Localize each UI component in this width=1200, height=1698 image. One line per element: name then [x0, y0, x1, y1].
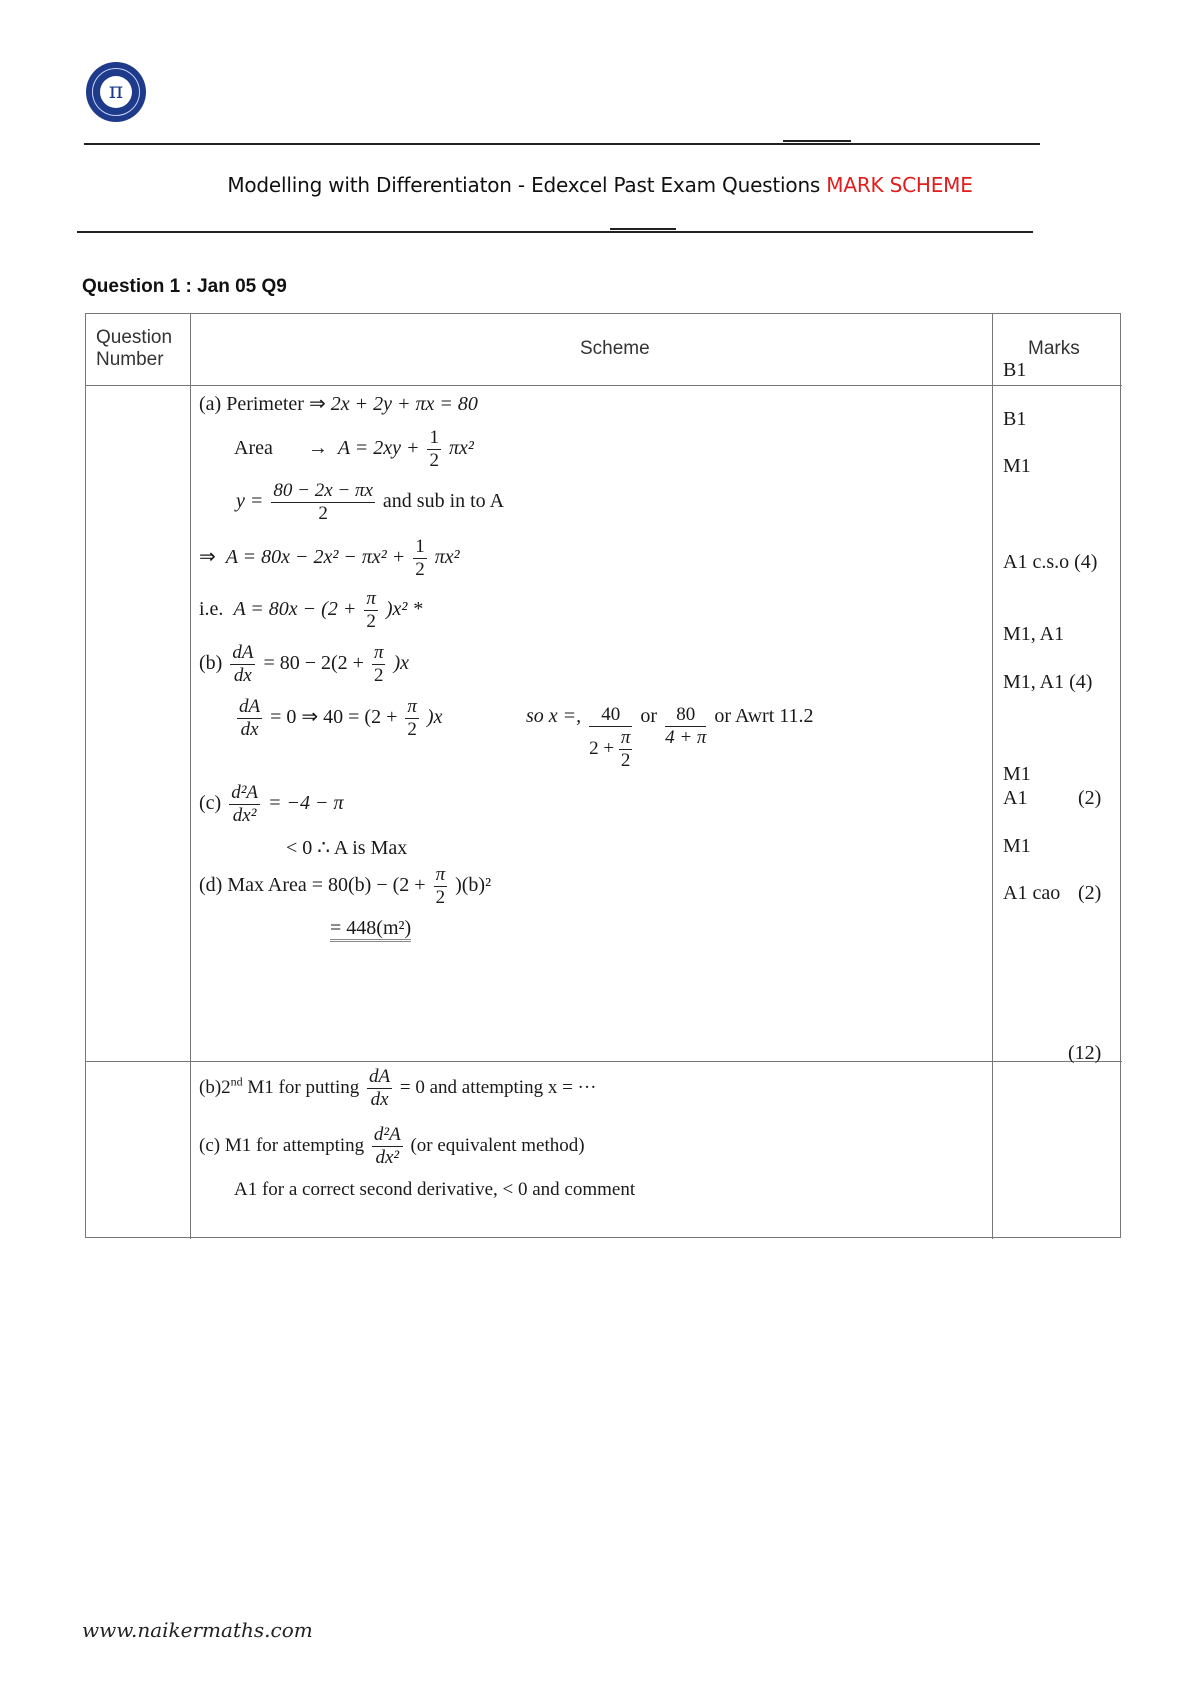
mark-a-m1: M1: [1003, 455, 1031, 477]
eighty-fraction: $\frac{80}{4 + \pi}$: [665, 704, 707, 748]
pi-half-fraction-2: $\frac{\pi}{2}$: [373, 642, 384, 686]
mark-scheme-table: [85, 313, 1121, 1238]
title-main: Modelling with Differentiaton - Edexcel Past Exam Questions: [227, 173, 827, 197]
note-line-3: A1 for a correct second derivative, < 0 and comment: [234, 1179, 636, 1200]
forty-fraction: 40 2 + $\frac{\pi}{2}$: [589, 704, 631, 771]
dA-dx-fraction-2: $\frac{dA}{dx}$: [239, 696, 261, 740]
mark-grand-total: (12): [1068, 1042, 1102, 1064]
note-line-2: (c) M1 for attempting $\frac{\text{d²A}}{\text{dx²}}$ (or equivalent method): [199, 1124, 585, 1168]
scheme-line-y: y = $\frac{80 - 2x - \pi x}{2}$ and sub in to A: [236, 480, 505, 524]
title-highlight: MARK SCHEME: [826, 173, 973, 197]
header-divider: [86, 385, 1122, 386]
pi-half-fraction-3: $\frac{\pi}{2}$: [407, 696, 417, 740]
mark-d-a1: A1 cao: [1003, 882, 1061, 904]
scheme-line-area: Area → A = 2xy + $\frac{1}{2}$ πx²: [234, 427, 474, 471]
pi-half-fraction-4: $\frac{\pi}{2}$: [435, 864, 446, 908]
y-fraction: $\frac{80 - 2x - \pi x}{2}$: [273, 480, 373, 524]
scheme-line-sub: ⇒ A = 80x − 2x² − πx² + $\frac{1}{2}$ πx²: [199, 536, 460, 580]
scheme-line-b2: $\frac{dA}{dx}$ = 0 ⇒ 40 = (2 + $\frac{\pi}{2}$ )x: [239, 696, 443, 740]
pi-half-fraction: $\frac{\pi}{2}$: [366, 588, 376, 632]
scheme-line-a1: (a) Perimeter ⇒ 2x + 2y + πx = 80: [199, 393, 478, 415]
scheme-line-b2-solution: so x =, 40 2 + $\frac{\pi}{2}$ or $\frac{80}{4 + \pi}$ or Awrt 11.2: [526, 704, 814, 771]
header-marks: Marks: [1028, 338, 1080, 359]
note-d2A-dx2-fraction: $\frac{\text{d²A}}{\text{dx²}}$: [373, 1124, 401, 1168]
mark-a-a1: A1 c.s.o (4): [1003, 551, 1098, 573]
note-dA-dx-fraction: $\frac{dA}{dx}$: [369, 1066, 391, 1110]
pi-icon: π: [100, 76, 132, 108]
mark-a-b1-2: B1: [1003, 408, 1027, 430]
scheme-line-c2: < 0 ∴ A is Max: [286, 837, 408, 859]
scheme-line-c1: (c) $\frac{\text{d²A}}{\text{dx²}}$ = −4 − π: [199, 782, 344, 826]
scheme-line-ie: i.e. A = 80x − (2 + $\frac{\pi}{2}$ )x² *: [199, 588, 423, 632]
scheme-line-d2: = 448(m²): [330, 916, 411, 940]
naikermaths-logo: [86, 62, 146, 122]
page-title: [0, 173, 1200, 197]
mark-b-m1a1-2: M1, A1 (4): [1003, 671, 1093, 693]
scheme-line-b1: (b) $\frac{dA}{dx}$ = 80 − 2(2 + $\frac{\pi}{2}$ )x: [199, 642, 410, 686]
mark-a-b1: B1: [1003, 359, 1027, 381]
d2A-dx2-fraction: $\frac{\text{d²A}}{\text{dx²}}$: [231, 782, 259, 826]
mark-b-m1a1: M1, A1: [1003, 623, 1065, 645]
half-fraction: $\frac{1}{2}$: [429, 427, 439, 471]
mark-d-total: (2): [1078, 882, 1102, 904]
dA-dx-fraction: $\frac{dA}{dx}$: [232, 642, 254, 686]
half-fraction-2: $\frac{1}{2}$: [415, 536, 425, 580]
col-divider-1: [190, 314, 191, 1239]
notes-divider: [86, 1061, 1122, 1062]
mark-c-total: (2): [1078, 787, 1102, 809]
col-divider-2: [992, 314, 993, 1239]
scheme-line-d1: (d) Max Area = 80(b) − (2 + $\frac{\pi}{2}$ )(b)²: [199, 864, 492, 908]
bottom-rule-accent: [610, 228, 676, 230]
footer-website: www.naikermaths.com: [82, 1618, 313, 1642]
mark-c-a1: A1: [1003, 787, 1028, 809]
note-line-1: (b)2nd M1 for putting $\frac{dA}{dx}$ = 0 and attempting x = ···: [199, 1066, 597, 1110]
top-rule: [84, 143, 1040, 145]
top-rule-accent: [783, 140, 851, 142]
bottom-rule: [77, 231, 1033, 233]
header-scheme: Scheme: [580, 338, 650, 359]
question-heading: Question 1 : Jan 05 Q9: [82, 276, 287, 297]
mark-c-m1: M1: [1003, 763, 1031, 785]
mark-d-m1: M1: [1003, 835, 1031, 857]
header-question-number: Question Number: [96, 327, 173, 370]
